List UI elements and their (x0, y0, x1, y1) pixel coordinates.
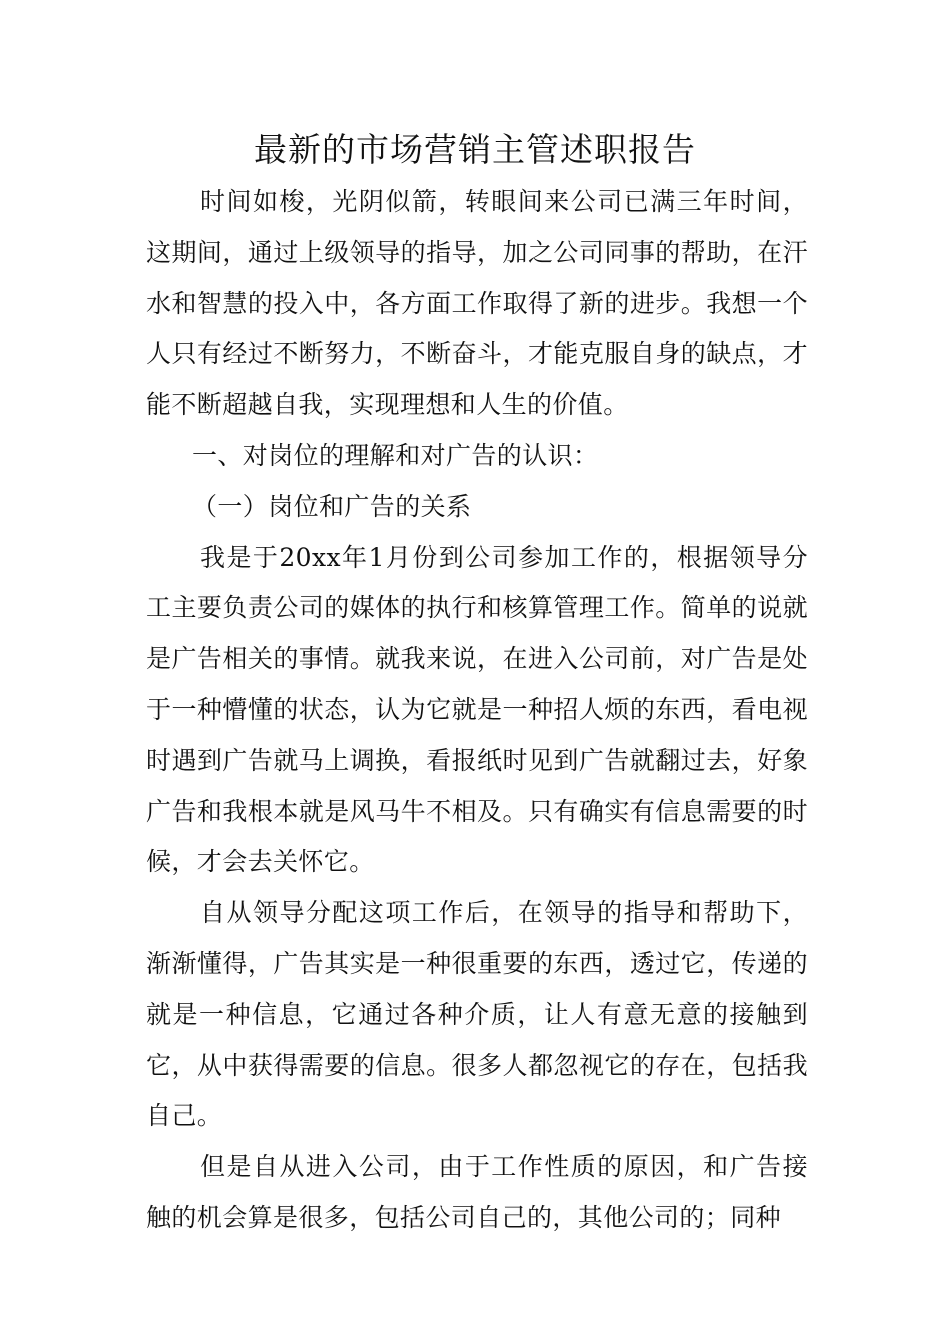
paragraph-experience: 但是自从进入公司，由于工作性质的原因，和广告接触的机会算是很多，包括公司自己的，其他公司的；同种 (146, 1152, 808, 1232)
document-title: 最新的市场营销主管述职报告 (254, 130, 696, 169)
subsection-heading: （一）岗位和广告的关系 (192, 491, 472, 521)
document-body (146, 177, 808, 1244)
paragraph-understanding: 自从领导分配这项工作后，在领导的指导和帮助下，渐渐懂得，广告其实是一种很重要的东西，透过它，传递的就是一种信息，它通过各种介质，让人有意无意的接触到它，从中获得需要的信息。很多人都忽视它的存在，包括我自己。 (146, 898, 808, 1131)
paragraph-job-role: 我是于20xx年1月份到公司参加工作的，根据领导分工主要负责公司的媒体的执行和核算管理工作。简单的说就是广告相关的事情。就我来说，在进入公司前，对广告是处于一种懵懂的状态，认为它就是一种招人烦的东西，看电视时遇到广告就马上调换，看报纸时见到广告就翻过去，好象广告和我根本就是风马牛不相及。只有确实有信息需要的时候，才会去关怀它。 (146, 542, 808, 877)
section-heading: 一、对岗位的理解和对广告的认识： (192, 440, 599, 470)
paragraph-intro: 时间如梭，光阴似箭，转眼间来公司已满三年时间，这期间，通过上级领导的指导，加之公司同事的帮助，在汗水和智慧的投入中，各方面工作取得了新的进步。我想一个人只有经过不断努力，不断奋斗，才能克服自身的缺点，才能不断超越自我，实现理想和人生的价值。 (146, 187, 808, 420)
